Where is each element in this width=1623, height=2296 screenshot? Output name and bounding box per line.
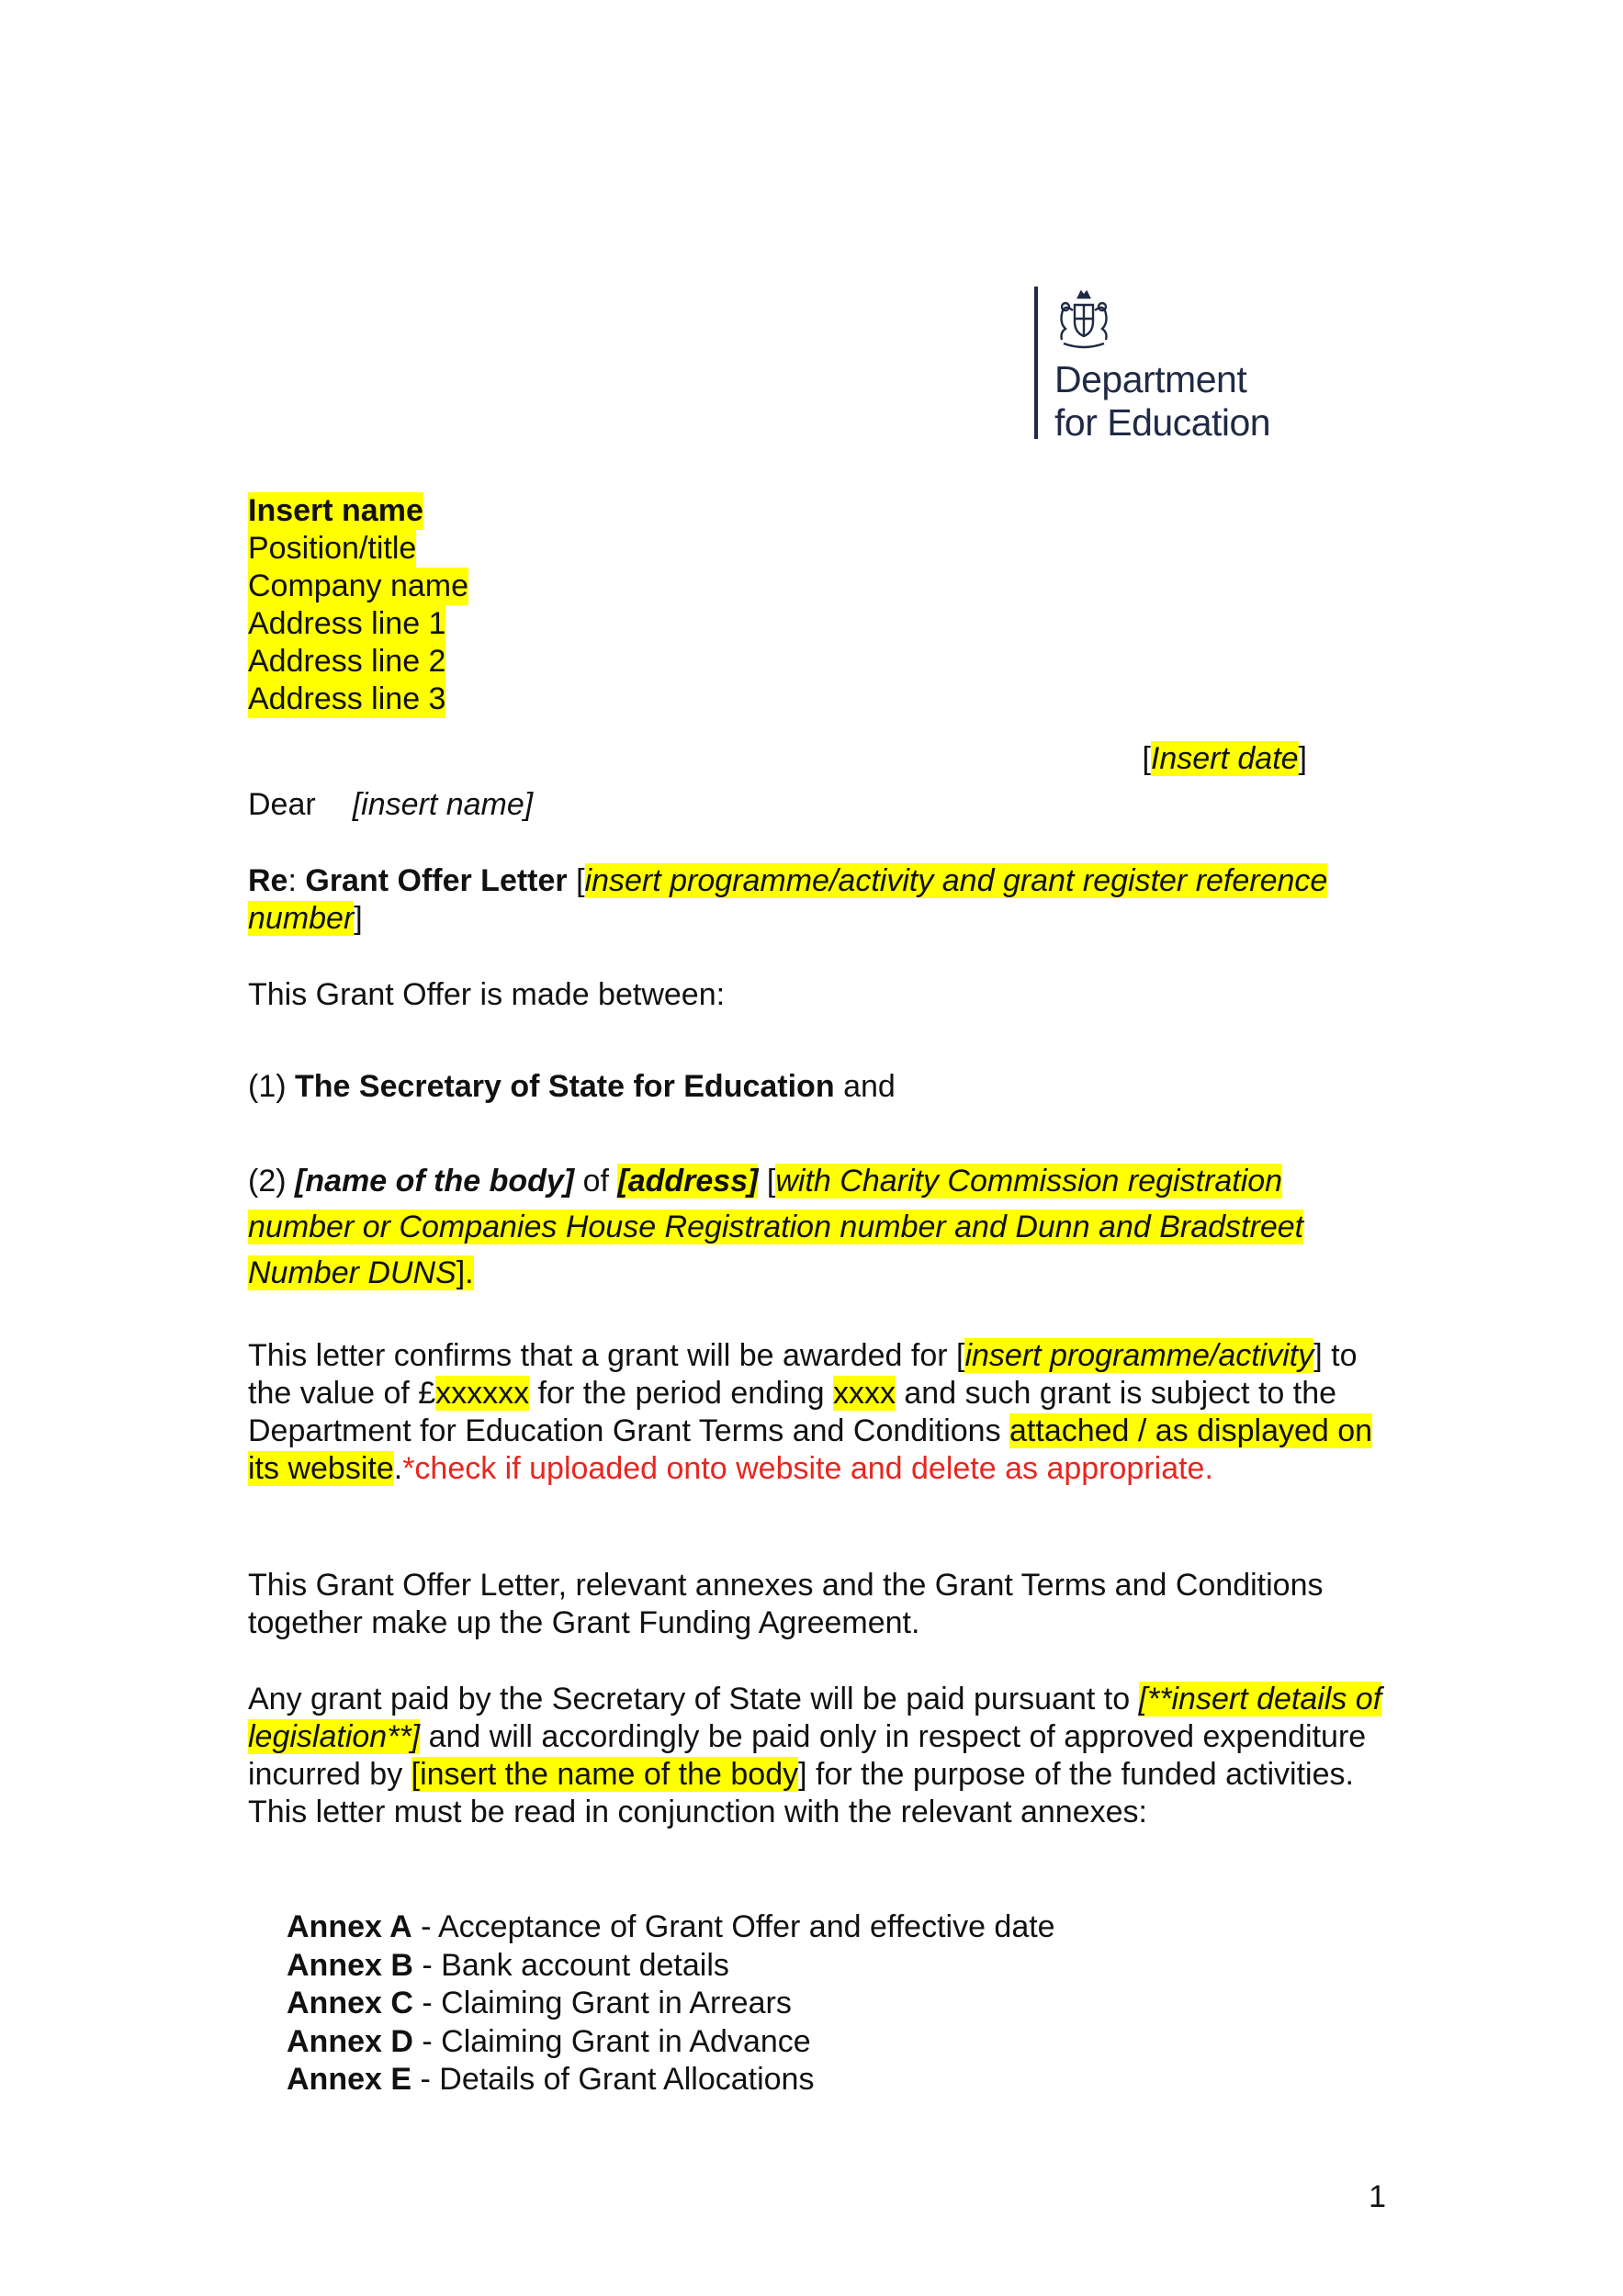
list-item — [287, 1947, 1055, 1986]
recipient-position: Position/title — [248, 531, 417, 566]
party-2-of: of — [582, 1164, 609, 1199]
royal-coat-of-arms-icon — [1054, 288, 1113, 353]
annex-label: Annex A — [287, 1909, 412, 1944]
annex-label: Annex C — [287, 1986, 413, 2020]
recipient-name: Insert name — [248, 493, 423, 528]
annex-text: - Bank account details — [412, 1947, 729, 1983]
subject-close-bracket: ] — [354, 901, 363, 936]
confirm-text-5: . — [393, 1451, 403, 1486]
confirm-period-placeholder: xxxx — [832, 1376, 896, 1411]
party-2-details: with Charity Commission registration number or Companies House Registration number and Dunn and Bradstreet Number DUNS — [248, 1164, 1304, 1290]
date-open-bracket: [ — [1142, 741, 1151, 776]
list-item — [287, 1985, 1055, 2023]
annex-label: Annex B — [287, 1947, 413, 1983]
party-1 — [248, 1068, 896, 1106]
party-1-number: (1) — [248, 1069, 287, 1104]
recipient-address-line-1: Address line 1 — [248, 606, 446, 641]
confirm-text-3: for the period ending — [529, 1376, 833, 1411]
party-1-name: The Secretary of State for Education — [295, 1069, 835, 1104]
list-item — [287, 2061, 1055, 2099]
list-item — [287, 2023, 1055, 2062]
logo-text — [1054, 358, 1270, 445]
legislation-placeholder: [**insert details of legislation**] — [248, 1682, 1382, 1754]
confirm-text-1: This letter confirms that a grant will be awarded for [ — [248, 1338, 965, 1373]
legislation-body-placeholder: [insert the name of the body — [411, 1757, 799, 1792]
annex-text: - Details of Grant Allocations — [411, 2062, 815, 2097]
logo-line-2: for Education — [1054, 401, 1271, 444]
party-2-close-bracket: ]. — [456, 1255, 474, 1290]
annex-label: Annex D — [287, 2023, 413, 2059]
list-item — [287, 1908, 1055, 1947]
logo-rule — [1034, 287, 1038, 439]
logo-line-1: Department — [1054, 358, 1247, 400]
subject-open-bracket: [ — [576, 863, 585, 898]
subject-colon: : — [287, 863, 297, 898]
party-2 — [248, 1158, 1396, 1296]
confirm-text-4: and such grant is subject to the Department for Education Grant Terms and Conditions — [248, 1376, 1337, 1448]
subject-placeholder: insert programme/activity and grant register reference number — [248, 863, 1328, 936]
confirm-editor-note: *check if uploaded onto website and delete as appropriate. — [402, 1451, 1213, 1486]
legislation-text-1: Any grant paid by the Secretary of State will be paid pursuant to — [248, 1682, 1139, 1716]
party-2-name: [name of the body] — [295, 1164, 575, 1199]
subject-title: Grant Offer Letter — [305, 863, 568, 898]
confirmation-paragraph — [248, 1337, 1387, 1488]
salutation-name: [insert name] — [352, 787, 534, 822]
recipient-address-line-3: Address line 3 — [248, 681, 446, 716]
confirm-programme-placeholder: insert programme/activity — [964, 1338, 1314, 1373]
annex-label: Annex E — [287, 2062, 412, 2097]
party-2-number: (2) — [248, 1164, 287, 1199]
annex-text: - Claiming Grant in Arrears — [412, 1986, 792, 2020]
annex-text: - Acceptance of Grant Offer and effective date — [411, 1909, 1055, 1944]
letter-date — [1142, 740, 1307, 778]
intro-paragraph: This Grant Offer is made between: — [248, 977, 726, 1012]
annex-list — [287, 1908, 1055, 2099]
agreement-paragraph: This Grant Offer Letter, relevant annexes and the Grant Terms and Conditions together make up the Grant Funding Agreement. — [248, 1568, 1324, 1640]
confirm-attached-placeholder: attached / as displayed on its website — [248, 1413, 1373, 1486]
salutation-dear: Dear — [248, 787, 316, 822]
recipient-address-line-2: Address line 2 — [248, 644, 446, 679]
page-number: 1 — [1369, 2179, 1386, 2214]
legislation-paragraph — [248, 1681, 1405, 1831]
legislation-text-3: ] for the purpose of the funded activities. This letter must be read in conjunction with the relevant annexes: — [248, 1757, 1354, 1829]
date-close-bracket: ] — [1298, 741, 1307, 776]
subject-line — [248, 862, 1396, 938]
date-placeholder: Insert date — [1150, 741, 1299, 776]
legislation-text-2: and will accordingly be paid only in respect of approved expenditure incurred by — [248, 1719, 1367, 1792]
confirm-text-2: ] to the value of £ — [248, 1338, 1358, 1411]
department-logo — [1034, 287, 1310, 452]
salutation — [248, 786, 533, 824]
recipient-address — [248, 492, 468, 718]
party-1-suffix: and — [843, 1069, 896, 1104]
party-2-address: [address] — [617, 1164, 759, 1199]
recipient-company: Company name — [248, 568, 469, 603]
party-2-open-bracket: [ — [766, 1164, 776, 1199]
subject-label: Re — [248, 863, 288, 898]
annex-text: - Claiming Grant in Advance — [412, 2023, 811, 2059]
confirm-value-placeholder: xxxxxx — [435, 1376, 530, 1411]
